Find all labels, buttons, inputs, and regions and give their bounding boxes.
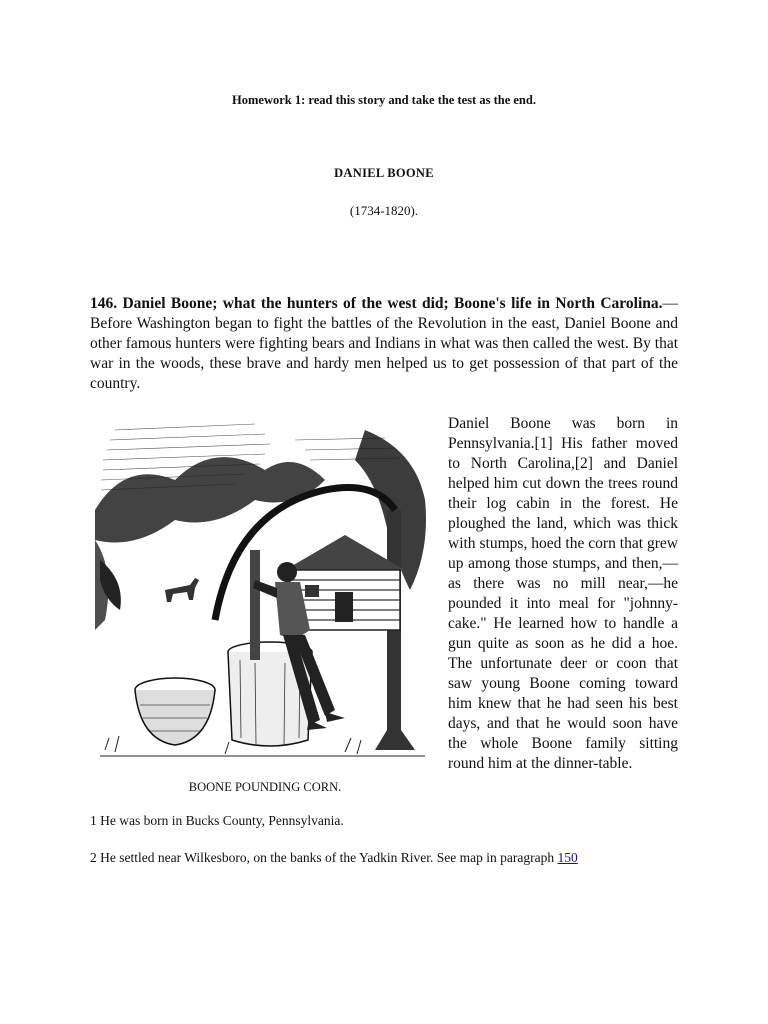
boone-pounding-corn-illustration (95, 420, 435, 760)
footnote-2 (90, 850, 578, 866)
life-dates: (1734-1820). (349, 203, 419, 218)
paragraph-150-link[interactable]: 150 (557, 850, 578, 865)
figure-caption: BOONE POUNDING CORN. (188, 780, 342, 794)
story-title: DANIEL BOONE (334, 166, 434, 180)
footnote-1: 1 He was born in Bucks County, Pennsylvania. (90, 813, 344, 828)
biography-paragraph: Daniel Boone was born in Pennsylvania.[1] His father moved to North Carolina,[2] and Daniel helped him cut down the trees round their log cabin in the forest. He ploughed the land, which was thick with stumps, hoed the corn that grew up among those stumps, and then,—as there was no mill near,—he pounded it into meal for "johnny-cake." He learned how to handle a gun quite as soon as he did a hoe. The unfortunate deer or coon that saw young Boone coming toward him knew that he had seen his best days, and that he would soon have the whole Boone family sitting round him at the dinner-table. (448, 415, 678, 772)
footnote-2-text: 2 He settled near Wilkesboro, on the banks of the Yadkin River. See map in paragraph (90, 850, 558, 865)
section-heading: 146. Daniel Boone; what the hunters of the west did; Boone's life in North Carolina. (90, 295, 663, 312)
intro-body: —Before Washington began to fight the battles of the Revolution in the east, Daniel Boone and other famous hunters were fighting bears and Indians in what was then called the west. By that war in the woods, these brave and hardy men helped us to get possession of that part of the country. (90, 295, 678, 392)
intro-paragraph (90, 294, 678, 394)
homework-instruction: Homework 1: read this story and take the test as the end. (232, 93, 536, 107)
